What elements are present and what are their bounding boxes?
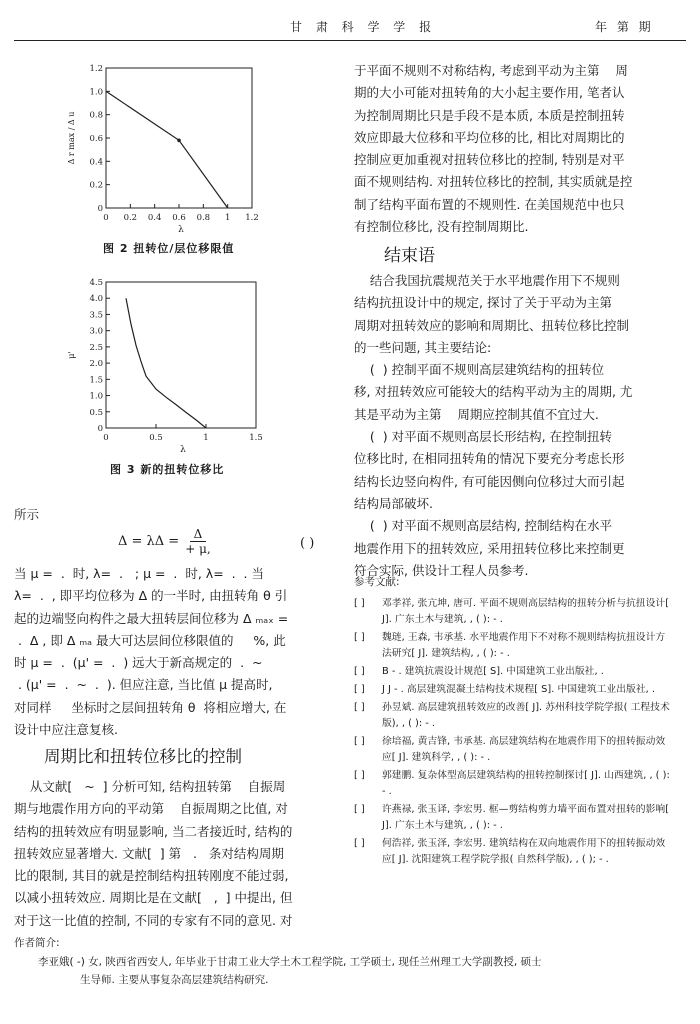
author-bio-line-1: 李亚娥( -) 女, 陕西省西安人, 年毕业于甘肃工业大学土木工程学院, 工学硕士, 现任兰州理工大学副教授, 硕士	[38, 956, 542, 968]
reference-number: [ ]	[354, 838, 365, 849]
reference-text: 许燕禄, 张玉译, 李宏男. 框—剪结构剪力墙平面布置对扭转的影响[ J]. 广东土木与建筑, , ( ): - .	[382, 804, 670, 831]
y-tick-label: 0.8	[89, 110, 103, 121]
right-paragraph-1	[354, 60, 672, 238]
text-line: 效应即最大位移和平均位移的比, 相比对周期比的	[354, 129, 625, 145]
x-axis-label: λ	[178, 225, 184, 235]
x-axis-label: λ	[180, 445, 186, 455]
y-axis-label: Δ r max / Δ u	[67, 111, 76, 165]
text-line: 面不规则结构. 对扭转位移比的控制, 其实质就是控	[354, 174, 633, 190]
journal-title: 甘 肃 科 学 学 报	[290, 20, 437, 34]
reference-number: [ ]	[354, 632, 365, 643]
reference-text: 郭建鹏. 复杂体型高层建筑结构的扭转控制探讨[ J]. 山西建筑, , ( ): - .	[382, 770, 670, 797]
y-tick-label: 3.0	[89, 326, 103, 337]
reference-number: [ ]	[354, 736, 365, 747]
reference-number: [ ]	[354, 804, 365, 815]
figure-3-chart	[60, 272, 280, 455]
references-list	[354, 596, 672, 870]
reference-number: [ ]	[354, 598, 365, 609]
reference-item	[354, 836, 672, 868]
figure-3-caption: 图 3 新的扭转位移比	[110, 463, 225, 476]
reference-text: B - . 建筑抗震设计规范[ S]. 中国建筑工业出版社, .	[382, 666, 604, 677]
text-line: 时 μ = . (μ' = . ) 远大于新高规定的 . ~	[14, 655, 263, 671]
text-line: 其是平动为主第 周期应控制其值不宜过大.	[354, 406, 599, 422]
x-tick-label: 1.5	[249, 433, 263, 443]
conclusion-paragraph	[354, 270, 672, 582]
equation-denominator: + μ,	[185, 542, 211, 556]
y-tick-label: 1.0	[89, 391, 103, 402]
text-line: 结构长边竖向构件, 有可能因侧向位移过大而引起	[354, 473, 625, 489]
text-line: 地震作用下的扭转效应, 采用扭转位移比来控制更	[354, 540, 625, 556]
text-line: 期的大小可能对扭转角的大小起主要作用, 笔者认	[354, 85, 625, 101]
text-line: 的一些问题, 其主要结论:	[354, 339, 492, 355]
y-tick-label: 2.5	[89, 342, 103, 353]
y-tick-label: 0.6	[89, 134, 103, 144]
y-tick-label: 0.5	[89, 407, 103, 418]
text-line: 结合我国抗震规范关于水平地震作用下不规则	[354, 273, 620, 288]
reference-number: [ ]	[354, 702, 365, 713]
reference-number: [ ]	[354, 770, 365, 781]
reference-item	[354, 700, 672, 732]
text-line: 结构抗扭设计中的规定, 探讨了关于平动为主第	[354, 295, 612, 311]
header-rule	[14, 40, 686, 41]
left-paragraph-1	[14, 563, 332, 741]
reference-text: J J - . 高层建筑混凝土结构技术规程[ S]. 中国建筑工业出版社, .	[382, 684, 655, 695]
x-tick-label: 0.6	[172, 213, 186, 223]
text-line: 移, 对扭转效应可能较大的结构平动为主的周期, 尤	[354, 384, 633, 400]
issue-label: 年 第 期	[595, 20, 654, 34]
text-line: 制了结构平面布置的不规则性. 在美国规范中也只	[354, 196, 625, 212]
x-tick-label: 0.5	[149, 433, 163, 443]
reference-item	[354, 734, 672, 766]
reference-number: [ ]	[354, 684, 365, 695]
text-line: 扭转效应显著增大. 文献[ ] 第 . 条对结构周期	[14, 845, 284, 861]
section-heading-period-ratio: 周期比和扭转位移比的控制	[44, 747, 242, 766]
figure-2-chart	[60, 58, 280, 235]
reference-text: 孙昱斌. 高层建筑扭转效应的改善[ J]. 苏州科技学院学报( 工程技术版), , ( ): - .	[382, 702, 670, 729]
reference-item	[354, 802, 672, 834]
text-line: ( ) 对平面不规则高层结构, 控制结构在水平	[354, 518, 613, 534]
plot-frame	[106, 282, 256, 428]
text-line: ( ) 对平面不规则高层长形结构, 在控制扭转	[354, 429, 613, 445]
reference-item	[354, 630, 672, 662]
text-line: 起的边端竖向构件之最大扭转层间位移为 Δ ₘₐₓ =	[14, 610, 289, 626]
text-line: 符合实际, 供设计工程人员参考.	[354, 562, 529, 578]
x-tick-label: 0.4	[147, 213, 162, 223]
text-line: 结构的扭转效应有明显影响, 当二者接近时, 结构的	[14, 823, 293, 839]
y-tick-label: 4.0	[89, 294, 103, 305]
x-tick-label: 1	[224, 213, 231, 223]
equation-fraction	[185, 527, 210, 556]
text-line: 结构局部破坏.	[354, 495, 433, 511]
author-title: 作者简介:	[14, 937, 60, 949]
equation-lhs: Δ = λΔ =	[118, 534, 180, 549]
text-line: 为控制周期比只是手段不是本质, 本质是控制扭转	[354, 107, 625, 123]
y-tick-label: 1.0	[89, 87, 103, 98]
y-tick-label: 2.0	[89, 359, 103, 370]
y-tick-label: 0.4	[89, 157, 103, 168]
y-tick-label: 1.2	[89, 64, 103, 74]
y-tick-label: 0	[97, 424, 103, 434]
text-line: 对于这一比值的控制, 不同的专家有不同的意见. 对	[14, 912, 293, 928]
reference-item	[354, 664, 672, 680]
equation-number: ( )	[300, 536, 315, 551]
x-tick-label: 1	[203, 433, 209, 443]
reference-text: 魏琏, 王森, 韦承基. 水平地震作用下不对称不规则结构抗扭设计方法研究[ J]. 建筑结构, , ( ): - .	[382, 632, 666, 659]
plot-frame	[106, 68, 252, 208]
text-line: λ= . , 即平均位移为 Δ 的一半时, 由扭转角 θ 引	[14, 588, 288, 604]
text-line: 设计中应注意复核.	[14, 722, 118, 738]
author-bio-line-2: 生导师. 主要从事复杂高层建筑结构研究.	[80, 974, 269, 986]
y-tick-label: 3.5	[89, 310, 103, 321]
equation	[118, 527, 211, 556]
x-tick-label: 0.8	[196, 213, 211, 223]
reference-text: 邓孝祥, 张亢坤, 唐可. 平面不规则高层结构的扭转分析与抗扭设计[ J]. 广东土木与建筑, , ( ): - .	[382, 598, 670, 625]
text-line: 控制应更加重视对扭转位移比的控制, 特别是对平	[354, 152, 625, 168]
reference-text: 何浩祥, 张玉泽, 李宏男. 建筑结构在双向地震作用下的扭转振动效应[ J]. 沈阳建筑工程学院学报( 自然科学版), , ( ); - .	[382, 838, 666, 865]
text-line: 周期对扭转效应的影响和周期比、扭转位移比控制	[354, 317, 630, 333]
series-line	[106, 91, 228, 208]
y-axis-label: μ'	[67, 351, 76, 359]
text-line: 当 μ = . 时, λ= . ; μ = . 时, λ= . . 当	[14, 566, 264, 581]
text-line: 有控制位移比, 没有控制周期比.	[354, 219, 529, 235]
x-tick-label: 0	[103, 213, 109, 223]
text-line: . (μ' = . ~ . ). 但应注意, 当比值 μ 提高时,	[14, 677, 273, 693]
text-line: ( ) 控制平面不规则高层建筑结构的扭转位	[354, 362, 605, 378]
data-point	[177, 139, 181, 143]
text-line: 对同样 坐标时之层间扭转角 θ 将相应增大, 在	[14, 699, 287, 715]
y-tick-label: 0	[97, 204, 103, 214]
series-line	[126, 298, 206, 428]
reference-item	[354, 596, 672, 628]
suoshi-text: 所示	[14, 507, 40, 522]
reference-number: [ ]	[354, 666, 365, 677]
text-line: 于平面不规则不对称结构, 考虑到平动为主第 周	[354, 63, 628, 78]
text-line: 比的限制, 其目的就是控制结构扭转刚度不能过弱,	[14, 868, 289, 884]
text-line: 以减小扭转效应. 周期比是在文献[ , ] 中提出, 但	[14, 890, 293, 906]
x-tick-label: 0	[103, 433, 109, 443]
reference-item	[354, 768, 672, 800]
reference-text: 徐培福, 黄吉锋, 韦承基. 高层建筑结构在地震作用下的扭转振动效应[ J]. 建筑科学, , ( ): - .	[382, 736, 666, 763]
section-heading-conclusion: 结束语	[384, 246, 435, 266]
y-tick-label: 0.2	[89, 180, 103, 191]
text-line: 位移比时, 在相同扭转角的情况下要充分考虑长形	[354, 451, 625, 467]
y-tick-label: 1.5	[89, 375, 103, 386]
equation-numerator: Δ	[190, 527, 207, 542]
y-tick-label: 4.5	[89, 278, 103, 288]
reference-item	[354, 682, 672, 698]
x-tick-label: 0.2	[123, 213, 138, 223]
text-line: 期与地震作用方向的平动第 自振周期之比值, 对	[14, 801, 288, 817]
left-paragraph-2	[14, 776, 332, 932]
author-bio	[38, 953, 688, 989]
x-tick-label: 1.2	[245, 213, 259, 223]
figure-2-caption: 图 2 扭转位/层位移限值	[103, 242, 235, 255]
text-line: . Δ , 即 Δ ₘₐ 最大可达层间位移限值的 %, 此	[14, 632, 286, 648]
text-line: 从文献[ ~ ] 分析可知, 结构扭转第 自振周	[14, 779, 286, 794]
references-title: 参考文献:	[354, 576, 400, 588]
